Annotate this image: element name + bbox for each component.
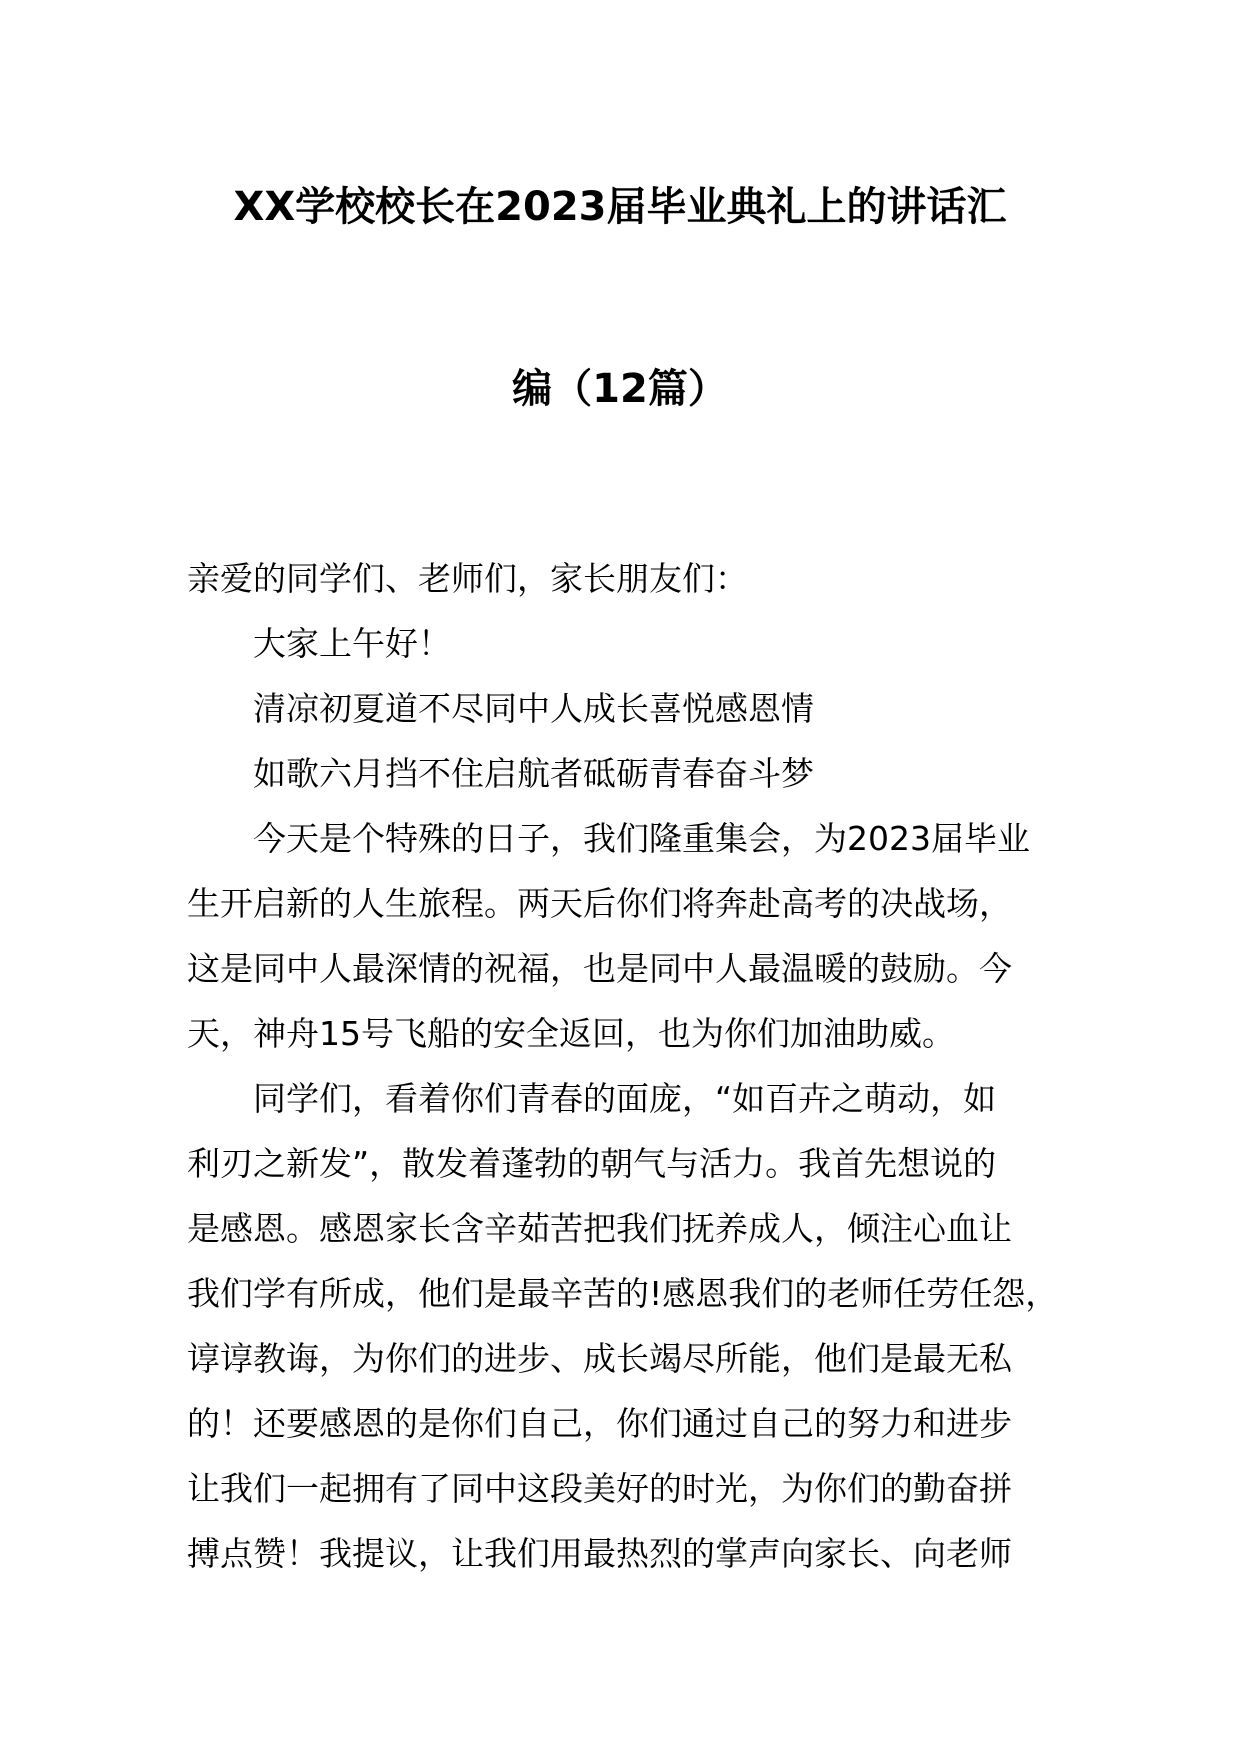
greeting: 大家上午好！ [253,624,451,663]
salutation: 亲爱的同学们、老师们，家长朋友们： [187,559,748,598]
verse-line: 如歌六月挡不住启航者砥砺青春奋斗梦 [253,754,814,793]
paragraph-line: 谆谆教诲，为你们的进步、成长竭尽所能，他们是最无私 [187,1339,1012,1378]
paragraph-line: 是感恩。感恩家长含辛茹苦把我们抚养成人，倾注心血让 [187,1209,1012,1248]
verse-line: 清凉初夏道不尽同中人成长喜悦感恩情 [253,689,814,728]
paragraph-line: 天，神舟15号飞船的安全返回，也为你们加油助威。 [187,1014,955,1053]
paragraph-line: 利刃之新发”，散发着蓬勃的朝气与活力。我首先想说的 [187,1144,997,1183]
paragraph-line: 让我们一起拥有了同中这段美好的时光，为你们的勤奋拼 [187,1469,1012,1508]
paragraph-line: 我们学有所成，他们是最辛苦的!感恩我们的老师任劳任怨， [187,1274,1059,1313]
paragraph-line: 生开启新的人生旅程。两天后你们将奔赴高考的决战场， [187,884,1012,923]
paragraph-line: 今天是个特殊的日子，我们隆重集会，为2023届毕业 [253,819,1030,858]
document-title-line-1: XX学校校长在2023届毕业典礼上的讲话汇 [233,184,1007,230]
paragraph-line: 这是同中人最深情的祝福，也是同中人最温暖的鼓励。今 [187,949,1012,988]
paragraph-line: 同学们，看着你们青春的面庞，“如百卉之萌动，如 [253,1079,997,1118]
document-title-line-2: 编（12篇） [512,366,728,412]
document-body [187,546,1087,1586]
paragraph-line: 搏点赞！我提议，让我们用最热烈的掌声向家长、向老师 [187,1534,1012,1573]
paragraph-line: 的！还要感恩的是你们自己，你们通过自己的努力和进步 [187,1404,1012,1443]
